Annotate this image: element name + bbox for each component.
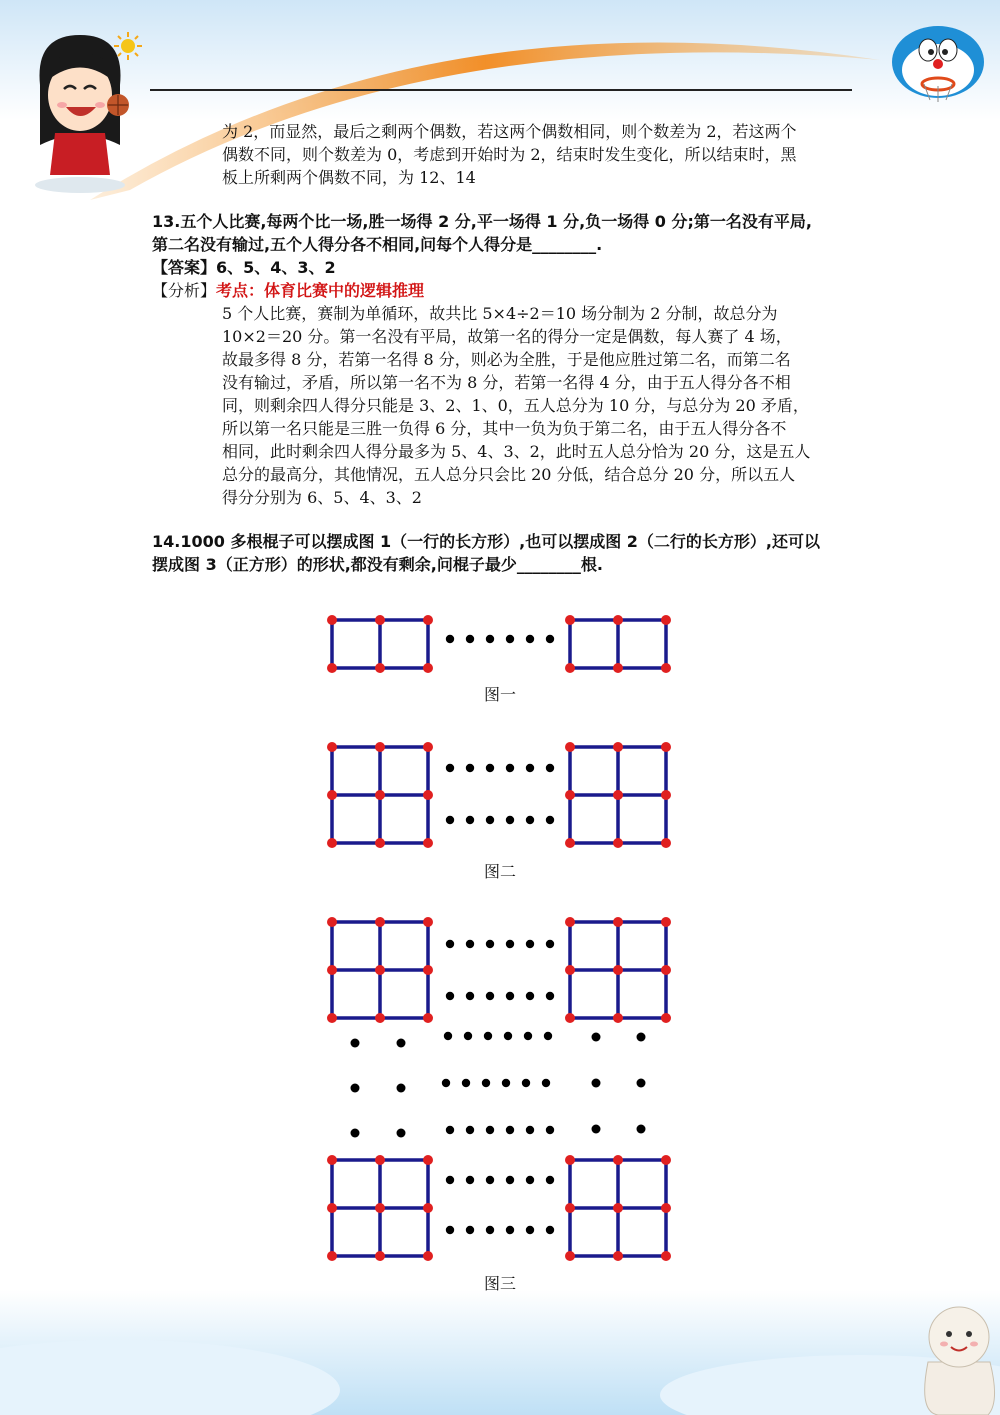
node-dot	[565, 615, 575, 625]
vertical-ellipsis-dot	[351, 1129, 360, 1138]
node-dot	[661, 1013, 671, 1023]
node-dot	[327, 615, 337, 625]
node-dot	[661, 742, 671, 752]
ellipsis-dot	[466, 764, 474, 772]
vertical-ellipsis-dot	[397, 1039, 406, 1048]
node-dot	[423, 965, 433, 975]
ellipsis-dot	[526, 1176, 534, 1184]
ellipsis-dot	[546, 635, 554, 643]
node-dot	[423, 838, 433, 848]
ellipsis-dot	[524, 1032, 532, 1040]
ellipsis-dot	[446, 816, 454, 824]
analysis-label: 【分析】	[152, 281, 217, 300]
q14-line-1: 14.1000 多根棍子可以摆成图 1（一行的长方形）,也可以摆成图 2（二行的长方形）,还可以	[152, 532, 821, 551]
analysis-line: 5 个人比赛，赛制为单循环，故共比 5×4÷2＝10 场分制为 2 分制，故总分为	[222, 304, 778, 323]
node-dot	[327, 790, 337, 800]
node-dot	[375, 1013, 385, 1023]
continuation-line-1: 为 2，而显然，最后之剩两个偶数，若这两个偶数相同，则个数差为 2，若这两个	[222, 122, 797, 141]
ellipsis-dot	[446, 992, 454, 1000]
analysis-line: 所以第一名只能是三胜一负得 6 分，其中一负为负于第二名，由于五人得分各不	[222, 419, 787, 438]
node-dot	[613, 1013, 623, 1023]
ellipsis-dot	[466, 940, 474, 948]
node-dot	[375, 790, 385, 800]
ellipsis-dot	[506, 940, 514, 948]
node-dot	[565, 663, 575, 673]
node-dot	[613, 1251, 623, 1261]
ellipsis-dot	[486, 764, 494, 772]
node-dot	[423, 1013, 433, 1023]
figure-1-caption: 图一	[483, 685, 516, 704]
node-dot	[327, 1013, 337, 1023]
ellipsis-dot	[526, 940, 534, 948]
ellipsis-dot	[546, 940, 554, 948]
vertical-ellipsis-dot	[351, 1084, 360, 1093]
q13-line-2: 第二名没有输过,五个人得分各不相同,问每个人得分是________.	[152, 235, 603, 254]
analysis-line: 没有输过，矛盾，所以第一名不为 8 分，若第一名得 4 分，由于五人得分各不相	[222, 373, 791, 392]
node-dot	[613, 838, 623, 848]
ellipsis-dot	[506, 635, 514, 643]
ellipsis-dot	[544, 1032, 552, 1040]
ellipsis-dot	[486, 816, 494, 824]
node-dot	[661, 838, 671, 848]
ellipsis-dot	[546, 1176, 554, 1184]
node-dot	[375, 742, 385, 752]
ellipsis-dot	[444, 1032, 452, 1040]
ellipsis-dot	[546, 816, 554, 824]
node-dot	[565, 1013, 575, 1023]
node-dot	[327, 663, 337, 673]
node-dot	[661, 917, 671, 927]
ellipsis-dot	[466, 1176, 474, 1184]
ellipsis-dot	[446, 1126, 454, 1134]
node-dot	[423, 1155, 433, 1165]
node-dot	[661, 1155, 671, 1165]
vertical-ellipsis-dot	[637, 1125, 646, 1134]
node-dot	[613, 742, 623, 752]
ellipsis-dot	[446, 940, 454, 948]
node-dot	[375, 663, 385, 673]
node-dot	[375, 615, 385, 625]
node-dot	[613, 1203, 623, 1213]
node-dot	[423, 663, 433, 673]
ellipsis-dot	[442, 1079, 450, 1087]
ellipsis-dot	[486, 940, 494, 948]
continuation-line-3: 板上所剩两个偶数不同，为 12、14	[222, 168, 476, 187]
ellipsis-dot	[462, 1079, 470, 1087]
ellipsis-dot	[506, 816, 514, 824]
vertical-ellipsis-dot	[592, 1125, 601, 1134]
ellipsis-dot	[526, 1226, 534, 1234]
ellipsis-dot	[446, 1226, 454, 1234]
ellipsis-dot	[504, 1032, 512, 1040]
ellipsis-dot	[464, 1032, 472, 1040]
ellipsis-dot	[526, 764, 534, 772]
ellipsis-dot	[466, 1126, 474, 1134]
ellipsis-dot	[506, 992, 514, 1000]
q14-line-2: 摆成图 3（正方形）的形状,都没有剩余,问棍子最少________根.	[152, 555, 603, 574]
node-dot	[423, 1203, 433, 1213]
node-dot	[565, 1203, 575, 1213]
node-dot	[661, 1251, 671, 1261]
node-dot	[327, 1203, 337, 1213]
node-dot	[327, 1251, 337, 1261]
node-dot	[565, 838, 575, 848]
node-dot	[375, 838, 385, 848]
node-dot	[613, 615, 623, 625]
node-dot	[375, 965, 385, 975]
node-dot	[565, 790, 575, 800]
node-dot	[661, 790, 671, 800]
q13-line-1: 13.五个人比赛,每两个比一场,胜一场得 2 分,平一场得 1 分,负一场得 0 分;第一名没有平局,	[152, 212, 812, 231]
node-dot	[375, 917, 385, 927]
analysis-line: 同，则剩余四人得分只能是 3、2、1、0，五人总分为 10 分，与总分为 20 矛盾，	[222, 396, 809, 415]
ellipsis-dot	[526, 1126, 534, 1134]
ellipsis-dot	[482, 1079, 490, 1087]
node-dot	[613, 790, 623, 800]
ellipsis-dot	[546, 992, 554, 1000]
node-dot	[661, 663, 671, 673]
ellipsis-dot	[546, 764, 554, 772]
node-dot	[423, 615, 433, 625]
figure-3-caption: 图三	[483, 1274, 516, 1293]
topic-label: 考点：体育比赛中的逻辑推理	[216, 281, 425, 300]
ellipsis-dot	[486, 1176, 494, 1184]
figure-2-caption: 图二	[483, 862, 516, 881]
vertical-ellipsis-dot	[351, 1039, 360, 1048]
ellipsis-dot	[446, 1176, 454, 1184]
ellipsis-dot	[446, 764, 454, 772]
ellipsis-dot	[506, 1176, 514, 1184]
node-dot	[423, 790, 433, 800]
ellipsis-dot	[546, 1226, 554, 1234]
ellipsis-dot	[526, 635, 534, 643]
ellipsis-dot	[486, 992, 494, 1000]
ellipsis-dot	[546, 1126, 554, 1134]
vertical-ellipsis-dot	[592, 1033, 601, 1042]
node-dot	[613, 663, 623, 673]
node-dot	[613, 965, 623, 975]
ellipsis-dot	[506, 1126, 514, 1134]
vertical-ellipsis-dot	[397, 1084, 406, 1093]
node-dot	[565, 917, 575, 927]
ellipsis-dot	[542, 1079, 550, 1087]
analysis-line: 得分分别为 6、5、4、3、2	[222, 488, 422, 507]
node-dot	[565, 742, 575, 752]
node-dot	[565, 1155, 575, 1165]
analysis-line: 故最多得 8 分，若第一名得 8 分，则必为全胜，于是他应胜过第二名，而第二名	[222, 350, 791, 369]
analysis-line: 相同，此时剩余四人得分最多为 5、4、3、2，此时五人总分恰为 20 分，这是五人	[222, 442, 811, 461]
ellipsis-dot	[526, 992, 534, 1000]
vertical-ellipsis-dot	[637, 1079, 646, 1088]
ellipsis-dot	[466, 992, 474, 1000]
node-dot	[423, 1251, 433, 1261]
ellipsis-dot	[486, 1126, 494, 1134]
node-dot	[423, 917, 433, 927]
node-dot	[375, 1155, 385, 1165]
node-dot	[375, 1251, 385, 1261]
ellipsis-dot	[506, 764, 514, 772]
node-dot	[423, 742, 433, 752]
vertical-ellipsis-dot	[397, 1129, 406, 1138]
ellipsis-dot	[466, 635, 474, 643]
ellipsis-dot	[446, 635, 454, 643]
q13-answer: 【答案】6、5、4、3、2	[152, 258, 336, 277]
node-dot	[613, 917, 623, 927]
node-dot	[327, 1155, 337, 1165]
ellipsis-dot	[506, 1226, 514, 1234]
node-dot	[661, 1203, 671, 1213]
vertical-ellipsis-dot	[637, 1033, 646, 1042]
ellipsis-dot	[502, 1079, 510, 1087]
vertical-ellipsis-dot	[592, 1079, 601, 1088]
ellipsis-dot	[484, 1032, 492, 1040]
node-dot	[327, 965, 337, 975]
node-dot	[327, 838, 337, 848]
node-dot	[661, 965, 671, 975]
analysis-line: 10×2＝20 分。第一名没有平局，故第一名的得分一定是偶数，每人赛了 4 场，	[222, 327, 792, 346]
analysis-line: 总分的最高分，其他情况，五人总分只会比 20 分低，结合总分 20 分，所以五人	[222, 465, 796, 484]
node-dot	[375, 1203, 385, 1213]
ellipsis-dot	[486, 635, 494, 643]
node-dot	[327, 742, 337, 752]
node-dot	[613, 1155, 623, 1165]
node-dot	[565, 1251, 575, 1261]
node-dot	[565, 965, 575, 975]
ellipsis-dot	[522, 1079, 530, 1087]
continuation-line-2: 偶数不同，则个数差为 0，考虑到开始时为 2，结束时发生变化，所以结束时，黑	[222, 145, 797, 164]
ellipsis-dot	[526, 816, 534, 824]
node-dot	[661, 615, 671, 625]
node-dot	[327, 917, 337, 927]
ellipsis-dot	[466, 816, 474, 824]
ellipsis-dot	[486, 1226, 494, 1234]
ellipsis-dot	[466, 1226, 474, 1234]
